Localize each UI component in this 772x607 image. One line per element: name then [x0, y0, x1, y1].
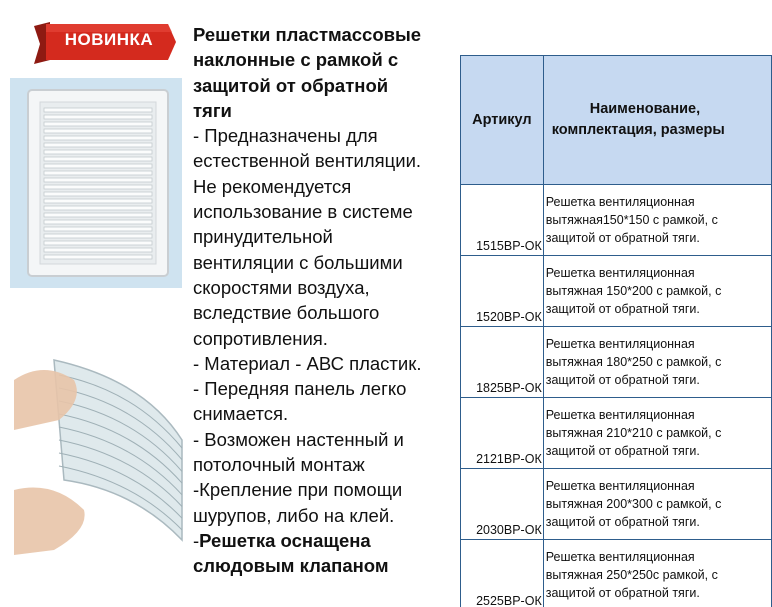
description-last: [193, 528, 461, 553]
product-table: [460, 55, 772, 607]
product-name-line: вытяжная150*150 с рамкой, с: [545, 213, 718, 227]
product-name-line: защитой от обратной тяги.: [545, 302, 700, 316]
article-code: 2030ВР-ОК: [461, 469, 544, 540]
body-line: естественной вентиляции.: [193, 150, 422, 172]
article-code: 1520ВР-ОК: [461, 256, 544, 327]
body-line: вследствие большого: [193, 302, 380, 324]
product-name: [543, 540, 771, 607]
product-table-wrap: [460, 55, 772, 607]
table-row: [461, 398, 772, 469]
title-line: Решетки пластмассовые: [193, 24, 422, 45]
product-name-line: Решетка вентиляционная: [545, 479, 695, 493]
article-code: 1825ВР-ОК: [461, 327, 544, 398]
product-name-line: защитой от обратной тяги.: [545, 231, 700, 245]
article-code: 2121ВР-ОК: [461, 398, 544, 469]
table-row: [461, 469, 772, 540]
body-line: - Материал - АВС пластик.: [193, 352, 422, 374]
product-name: [543, 327, 771, 398]
body-line: использование в системе: [193, 201, 413, 223]
last-prefix: -: [193, 529, 200, 551]
body-line: Не рекомендуется: [193, 175, 352, 197]
body-line: -Крепление при помощи: [193, 479, 403, 501]
table-row: [461, 185, 772, 256]
body-line: сопротивления.: [193, 327, 328, 349]
header-name: [543, 56, 771, 185]
body-line: вентиляции с большими: [193, 251, 403, 273]
body-line: снимается.: [193, 403, 289, 425]
product-name-line: защитой от обратной тяги.: [545, 586, 700, 600]
product-name-line: Решетка вентиляционная: [545, 337, 695, 351]
article-code: 1515ВР-ОК: [461, 185, 544, 256]
body-line: - Предназначены для: [193, 125, 378, 147]
body-line: принудительной: [193, 226, 333, 248]
table-row: [461, 327, 772, 398]
mica-flap-image: [14, 340, 184, 590]
last-bold-line: слюдовым клапаном: [193, 555, 389, 577]
product-name-line: защитой от обратной тяги.: [545, 444, 700, 458]
description-body: [193, 123, 461, 528]
table-row: [461, 256, 772, 327]
product-name-line: Решетка вентиляционная: [545, 195, 695, 209]
article-code: 2525ВР-ОК: [461, 540, 544, 607]
header-article: Артикул: [461, 56, 544, 185]
product-name: [543, 185, 771, 256]
product-name-line: Решетка вентиляционная: [545, 408, 695, 422]
product-name-line: вытяжная 250*250с рамкой, с: [545, 568, 718, 582]
vent-grille-image: [10, 78, 182, 288]
product-name: [543, 398, 771, 469]
title-line: защитой от обратной: [193, 74, 389, 96]
header-name-line: комплектация, размеры: [551, 122, 725, 138]
body-line: потолочный монтаж: [193, 454, 365, 476]
product-name-line: вытяжная 180*250 с рамкой, с: [545, 355, 722, 369]
product-description: [193, 22, 461, 579]
body-line: шурупов, либо на клей.: [193, 504, 395, 526]
description-title: [193, 22, 461, 123]
title-line: наклонные с рамкой с: [193, 49, 399, 71]
title-line: тяги: [193, 99, 232, 121]
product-name-line: Решетка вентиляционная: [545, 266, 695, 280]
product-name-line: вытяжная 210*210 с рамкой, с: [545, 426, 722, 440]
product-name: [543, 469, 771, 540]
product-name-line: вытяжная 200*300 с рамкой, с: [545, 497, 722, 511]
body-line: - Передняя панель легко: [193, 378, 407, 400]
product-name-line: вытяжная 150*200 с рамкой, с: [545, 284, 722, 298]
badge-label: НОВИНКА: [64, 30, 154, 49]
new-badge: [28, 20, 176, 64]
product-name-line: защитой от обратной тяги.: [545, 373, 700, 387]
header-name-line: Наименование,: [589, 101, 701, 117]
body-line: - Возможен настенный и: [193, 428, 404, 450]
product-name-line: защитой от обратной тяги.: [545, 515, 700, 529]
last-bold-line: Решетка оснащена: [199, 529, 371, 551]
table-row: [461, 540, 772, 607]
product-name: [543, 256, 771, 327]
product-name-line: Решетка вентиляционная: [545, 550, 695, 564]
body-line: скоростями воздуха,: [193, 276, 370, 298]
